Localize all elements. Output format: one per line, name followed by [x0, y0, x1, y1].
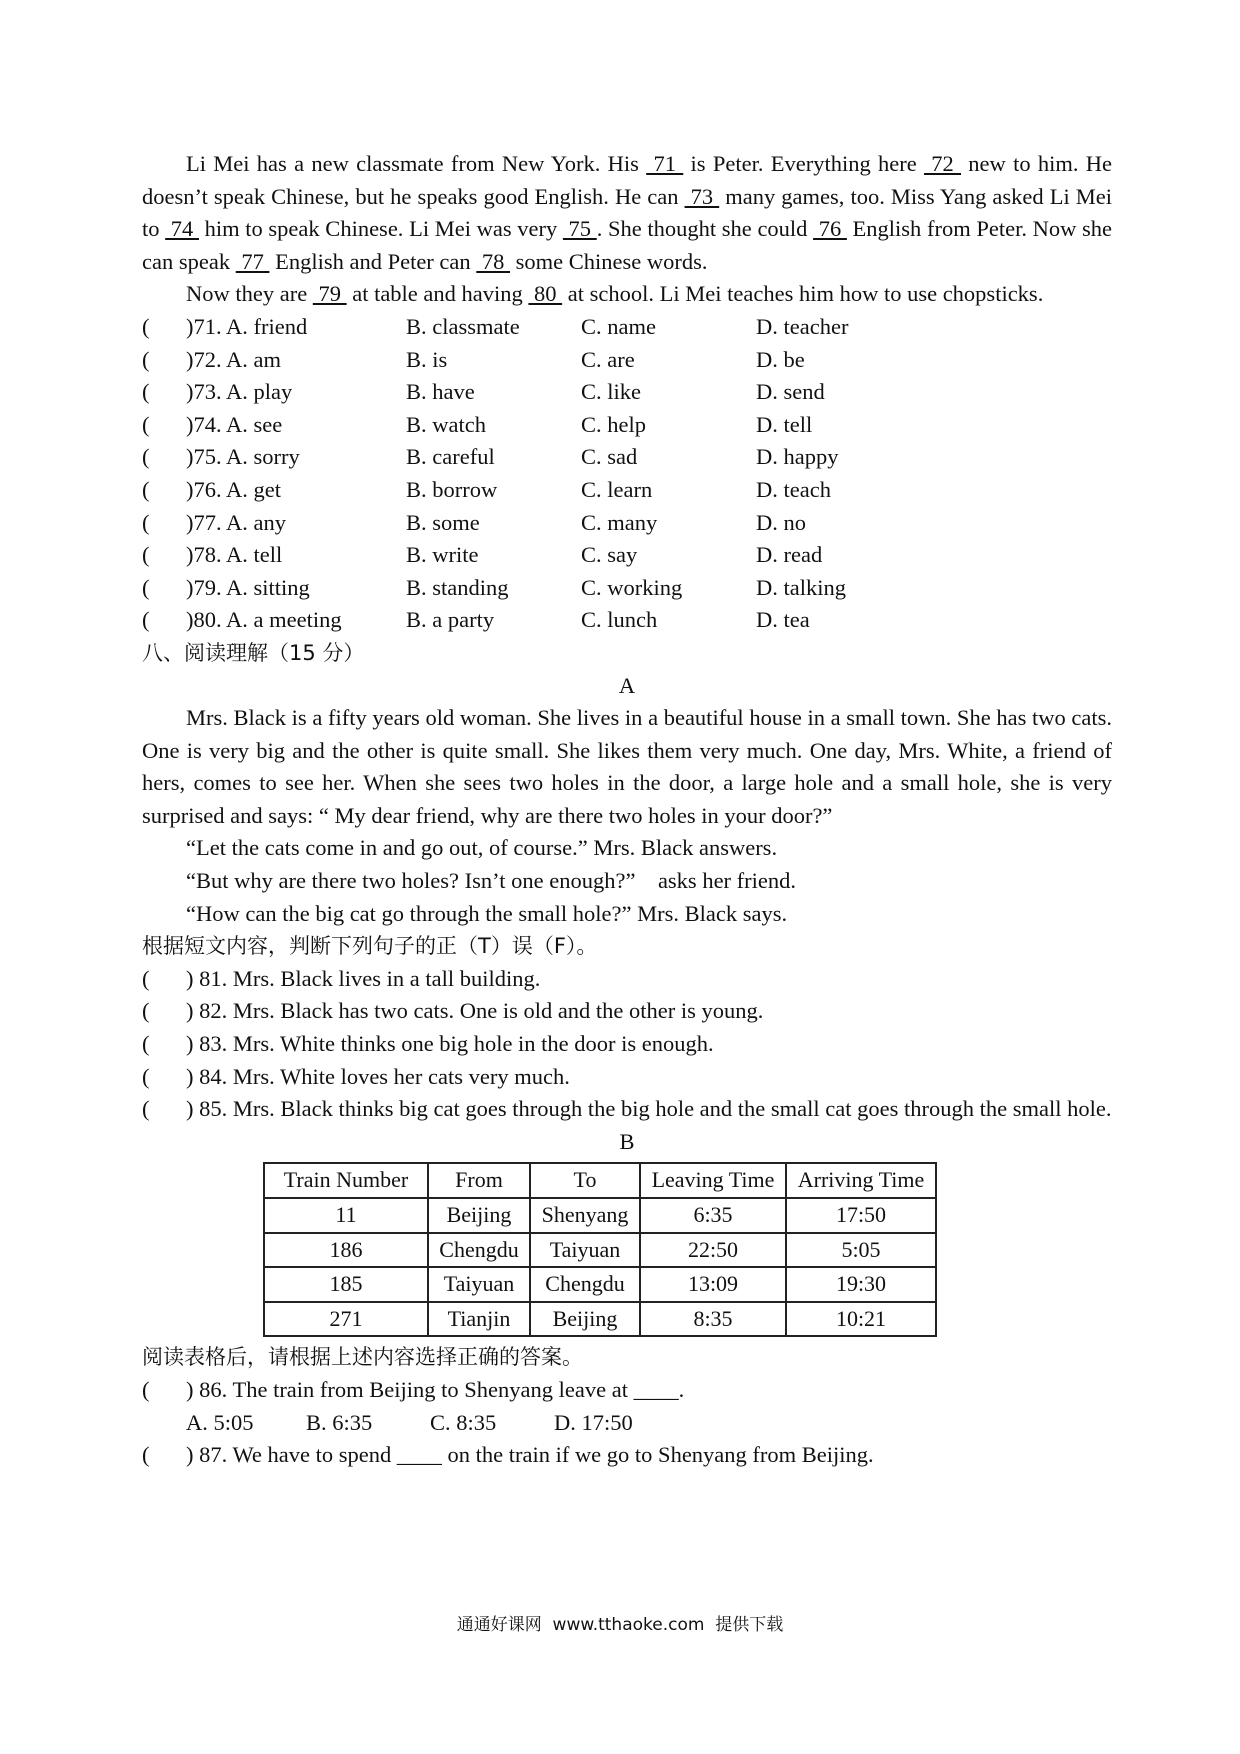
question-row-73: ( )73. A. play B. have C. like D. send — [142, 379, 825, 405]
question-row-72: ( )72. A. am B. is C. are D. be — [142, 346, 805, 372]
multiple-choice-instruction: 阅读表格后，请根据上述内容选择正确的答案。 — [142, 1345, 583, 1370]
cloze-paragraph-2: Now they are 79 at table and having 80 at school. Li Mei teaches him how to use chopsticks. — [186, 281, 1044, 307]
passage-a-paragraph-1: Mrs. Black is a fifty years old woman. She lives in a beautiful house in a small town. She has two cats. One is very big and the other is quite small. She likes them very much. One day, Mrs. White, a friend of hers, comes to see her. When she sees two holes in the door, a large hole and a small hole, she is very surprised and says: “ My dear friend, why are there two holes in your door?” — [142, 705, 1112, 828]
question-row-77: ( )77. A. any B. some C. many D. no — [142, 509, 806, 535]
statement-85: ( ) 85. Mrs. Black thinks big cat goes through the big hole and the small cat goes through the small hole. — [142, 1096, 1112, 1122]
passage-b-label: B — [619, 1128, 635, 1154]
passage-a-label: A — [618, 672, 636, 698]
question-row-78: ( )78. A. tell B. write C. say D. read — [142, 542, 823, 568]
blank-74: 74 — [165, 216, 199, 242]
option-d: D. 17:50 — [554, 1409, 633, 1435]
passage-a-paragraph-4: “How can the big cat go through the small hole?” Mrs. Black says. — [186, 900, 788, 926]
cloze-paragraph-1: Li Mei has a new classmate from New York. His 71 is Peter. Everything here 72 new to him. He doesn’t speak Chinese, but he speaks good English. He can 73 many games, too. Miss Yang asked Li Mei to 74 him to speak Chinese. Li Mei was very 75 . She thought she could 76 English from Peter. Now she can speak 77 English and Peter can 78 some Chinese words. — [142, 151, 1113, 274]
blank-76: 76 — [813, 216, 847, 242]
question-86-options — [142, 1407, 1112, 1440]
table-row: 271 Tianjin Beijing 8:35 10:21 — [264, 1302, 936, 1337]
table-row: 11 Beijing Shenyang 6:35 17:50 — [264, 1198, 936, 1233]
option-a: A. 5:05 — [186, 1409, 254, 1435]
blank-80: 80 — [528, 281, 563, 307]
option-c: C. 8:35 — [430, 1409, 497, 1435]
header-train-number: Train Number — [264, 1163, 428, 1198]
blank-72: 72 — [923, 151, 962, 176]
true-false-statements — [142, 963, 1112, 1126]
timetable-header-row — [264, 1163, 936, 1198]
question-row-74: ( )74. A. see B. watch C. help D. tell — [142, 411, 813, 437]
blank-71: 71 — [646, 151, 684, 176]
train-timetable — [263, 1162, 937, 1337]
header-arriving-time: Arriving Time — [786, 1163, 936, 1198]
table-row: 186 Chengdu Taiyuan 22:50 5:05 — [264, 1233, 936, 1268]
cloze-questions — [142, 311, 1112, 637]
statement-82: ( ) 82. Mrs. Black has two cats. One is old and the other is young. — [142, 998, 764, 1024]
question-row-75: ( )75. A. sorry B. careful C. sad D. happy — [142, 444, 839, 470]
question-86: ( ) 86. The train from Beijing to Shenyang leave at ____. — [142, 1376, 685, 1402]
question-row-76: ( )76. A. get B. borrow C. learn D. teach — [142, 476, 831, 502]
question-row-80: ( )80. A. a meeting B. a party C. lunch D. tea — [142, 607, 810, 633]
header-leaving-time: Leaving Time — [640, 1163, 786, 1198]
blank-78: 78 — [476, 248, 511, 274]
option-b: B. 6:35 — [306, 1409, 373, 1435]
statement-83: ( ) 83. Mrs. White thinks one big hole in the door is enough. — [142, 1031, 714, 1057]
blank-73: 73 — [684, 183, 720, 209]
blank-75: 75 — [562, 216, 597, 242]
question-87: ( ) 87. We have to spend ____ on the train if we go to Shenyang from Beijing. — [142, 1442, 874, 1468]
header-to: To — [530, 1163, 640, 1198]
page-footer: 通通好课网 www.tthaoke.com 提供下载 — [456, 1615, 784, 1635]
blank-79: 79 — [312, 281, 347, 307]
statement-81: ( ) 81. Mrs. Black lives in a tall building. — [142, 965, 541, 991]
table-row: 185 Taiyuan Chengdu 13:09 19:30 — [264, 1267, 936, 1302]
passage-a-paragraph-2: “Let the cats come in and go out, of course.” Mrs. Black answers. — [186, 835, 778, 861]
true-false-instruction: 根据短文内容，判断下列句子的正（T）误（F）。 — [142, 934, 598, 959]
statement-84: ( ) 84. Mrs. White loves her cats very much. — [142, 1063, 570, 1089]
question-row-71: ( )71. A. friend B. classmate C. name D. teacher — [142, 313, 849, 339]
header-from: From — [428, 1163, 530, 1198]
passage-a-paragraph-3: “But why are there two holes? Isn’t one enough?” asks her friend. — [186, 868, 797, 894]
blank-77: 77 — [235, 248, 270, 274]
question-row-79: ( )79. A. sitting B. standing C. working D. talking — [142, 574, 846, 600]
page-content — [142, 148, 1112, 1472]
section-title: 八、阅读理解（15 分） — [142, 640, 365, 665]
